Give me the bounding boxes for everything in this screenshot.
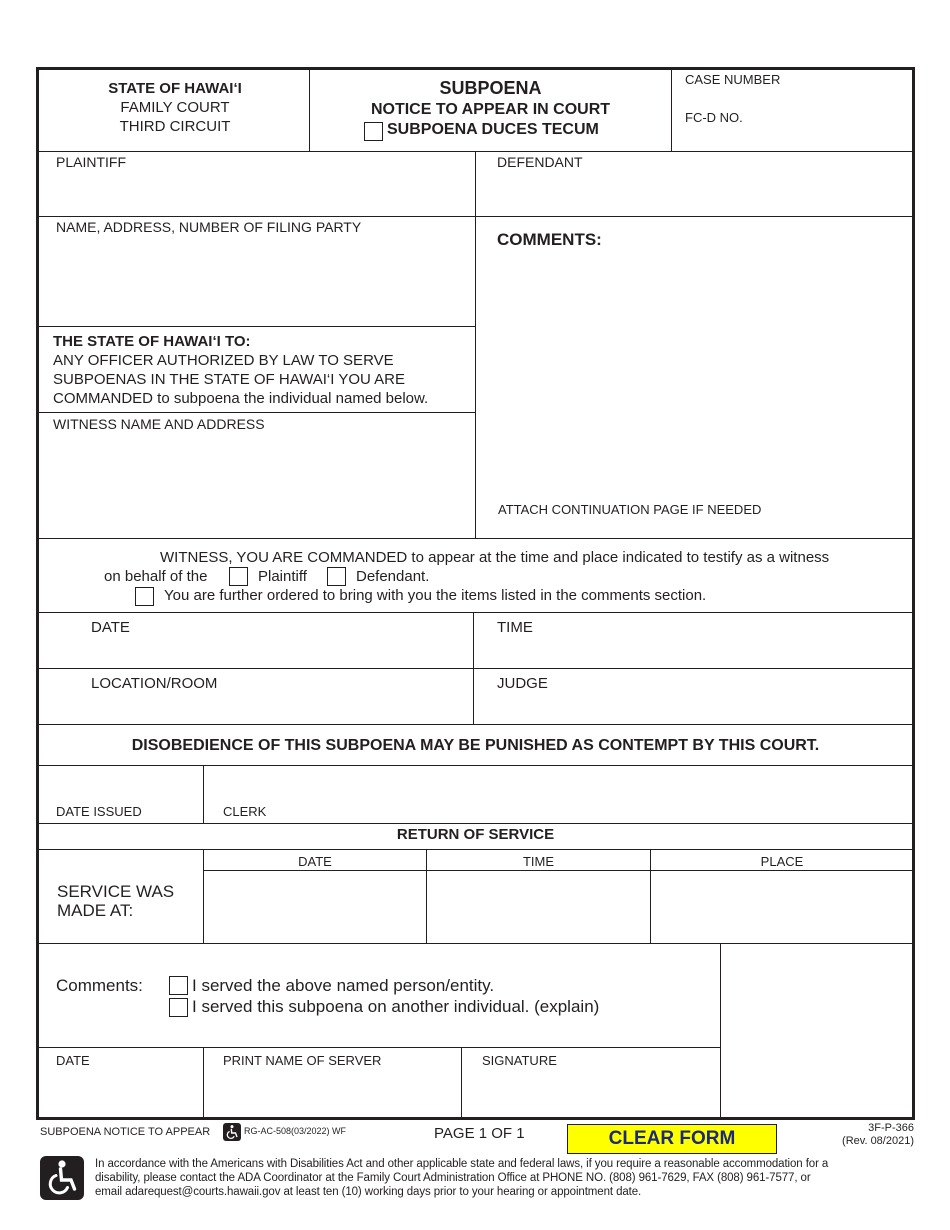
form-subtitle-duces-tecum: SUBPOENA DUCES TECUM	[387, 121, 599, 138]
server-date-label: DATE	[56, 1053, 90, 1068]
service-place-column: PLACE	[760, 854, 804, 869]
witness-name-address-input[interactable]	[53, 436, 465, 532]
service-date-column: DATE	[298, 854, 332, 869]
accessibility-icon	[223, 1123, 241, 1141]
plaintiff-label: PLAINTIFF	[56, 154, 127, 170]
defendant-input[interactable]	[497, 174, 907, 210]
case-number-label: CASE NUMBER	[685, 72, 781, 87]
behalf-defendant-checkbox[interactable]	[327, 567, 346, 586]
case-number-input[interactable]	[685, 88, 905, 108]
served-another-individual-label: I served this subpoena on another individual. (explain)	[192, 997, 600, 1016]
ada-code: RG-AC-508(03/2022) WF	[244, 1126, 347, 1136]
service-explain-input[interactable]	[725, 948, 909, 1114]
header-state: STATE OF HAWAI‘I	[108, 80, 242, 97]
state-to-heading: THE STATE OF HAWAI‘I TO:	[53, 333, 251, 350]
signature-label: SIGNATURE	[482, 1053, 557, 1068]
on-behalf-text: on behalf of the	[104, 568, 208, 585]
behalf-defendant-label: Defendant.	[356, 568, 430, 585]
fcd-number-label: FC-D NO.	[685, 110, 743, 125]
service-date-input[interactable]	[208, 876, 422, 938]
served-another-individual-checkbox[interactable]	[169, 998, 188, 1017]
print-name-label: PRINT NAME OF SERVER	[223, 1053, 382, 1068]
judge-input[interactable]	[497, 696, 897, 720]
form-revision: (Rev. 08/2021)	[842, 1135, 914, 1147]
clear-form-button[interactable]: CLEAR FORM	[567, 1124, 777, 1154]
bring-items-text: You are further ordered to bring with you the items listed in the comments section.	[164, 587, 707, 604]
served-named-person-checkbox[interactable]	[169, 976, 188, 995]
attach-continuation-note: ATTACH CONTINUATION PAGE IF NEEDED	[498, 502, 762, 517]
form-title: SUBPOENA	[439, 78, 542, 98]
ada-notice-line-3: email adarequest@courts.hawaii.gov at least ten (10) working days prior to your hearing or appointment date.	[95, 1186, 642, 1198]
fcd-number-input[interactable]	[745, 107, 905, 127]
appear-time-input[interactable]	[497, 640, 897, 664]
header-court: FAMILY COURT	[120, 99, 230, 116]
return-of-service-heading: RETURN OF SERVICE	[396, 826, 555, 843]
witness-name-address-label: WITNESS NAME AND ADDRESS	[53, 416, 265, 432]
command-line-2: SUBPOENAS IN THE STATE OF HAWAI‘I YOU ARE	[53, 371, 406, 388]
defendant-label: DEFENDANT	[497, 154, 583, 170]
location-room-label: LOCATION/ROOM	[91, 675, 218, 692]
service-made-at-line-1: SERVICE WAS	[57, 882, 175, 901]
page-indicator: PAGE 1 OF 1	[434, 1125, 525, 1142]
witness-commanded-text: WITNESS, YOU ARE COMMANDED to appear at the time and place indicated to testify as a witness	[160, 549, 830, 566]
form-subtitle-notice: NOTICE TO APPEAR IN COURT	[370, 101, 611, 118]
behalf-plaintiff-checkbox[interactable]	[229, 567, 248, 586]
form-name: SUBPOENA NOTICE TO APPEAR	[40, 1126, 211, 1138]
appear-date-label: DATE	[91, 619, 130, 636]
appear-date-input[interactable]	[91, 640, 461, 664]
clerk-label: CLERK	[223, 804, 267, 819]
behalf-plaintiff-label: Plaintiff	[258, 568, 307, 585]
command-line-1: ANY OFFICER AUTHORIZED BY LAW TO SERVE	[53, 352, 394, 369]
wheelchair-icon	[40, 1156, 84, 1200]
comments-label: COMMENTS:	[497, 230, 602, 249]
plaintiff-input[interactable]	[56, 174, 466, 210]
contempt-warning: DISOBEDIENCE OF THIS SUBPOENA MAY BE PUNISHED AS CONTEMPT BY THIS COURT.	[131, 737, 820, 754]
judge-label: JUDGE	[497, 675, 548, 692]
form-number: 3F-P-366	[868, 1122, 914, 1134]
filing-party-label: NAME, ADDRESS, NUMBER OF FILING PARTY	[56, 219, 362, 235]
service-made-at-line-2: MADE AT:	[57, 901, 134, 920]
date-issued-input[interactable]	[56, 774, 196, 798]
server-date-input[interactable]	[56, 1078, 196, 1102]
filing-party-input[interactable]	[56, 238, 466, 322]
ada-notice-line-1: In accordance with the Americans with Disabilities Act and other applicable state and federal laws, if you require a reasonable accommodation for a	[95, 1158, 829, 1170]
appear-time-label: TIME	[497, 619, 533, 636]
served-named-person-label: I served the above named person/entity.	[192, 976, 495, 995]
header-circuit: THIRD CIRCUIT	[119, 118, 231, 135]
ada-notice-line-2: disability, please contact the ADA Coordinator at the Family Court Administration Office at PHONE NO. (808) 961-7629, FAX (808) 961-7577, or	[95, 1172, 811, 1184]
bring-items-checkbox[interactable]	[135, 587, 154, 606]
signature-input[interactable]	[482, 1078, 712, 1102]
date-issued-label: DATE ISSUED	[56, 804, 142, 819]
service-place-input[interactable]	[655, 876, 909, 938]
service-comments-label: Comments:	[56, 976, 143, 995]
location-room-input[interactable]	[91, 696, 461, 720]
service-time-input[interactable]	[431, 876, 645, 938]
duces-tecum-checkbox[interactable]	[364, 122, 383, 141]
command-line-3: COMMANDED to subpoena the individual named below.	[53, 390, 429, 407]
service-time-column: TIME	[522, 854, 555, 869]
comments-input[interactable]	[497, 256, 907, 496]
print-name-input[interactable]	[223, 1078, 453, 1102]
